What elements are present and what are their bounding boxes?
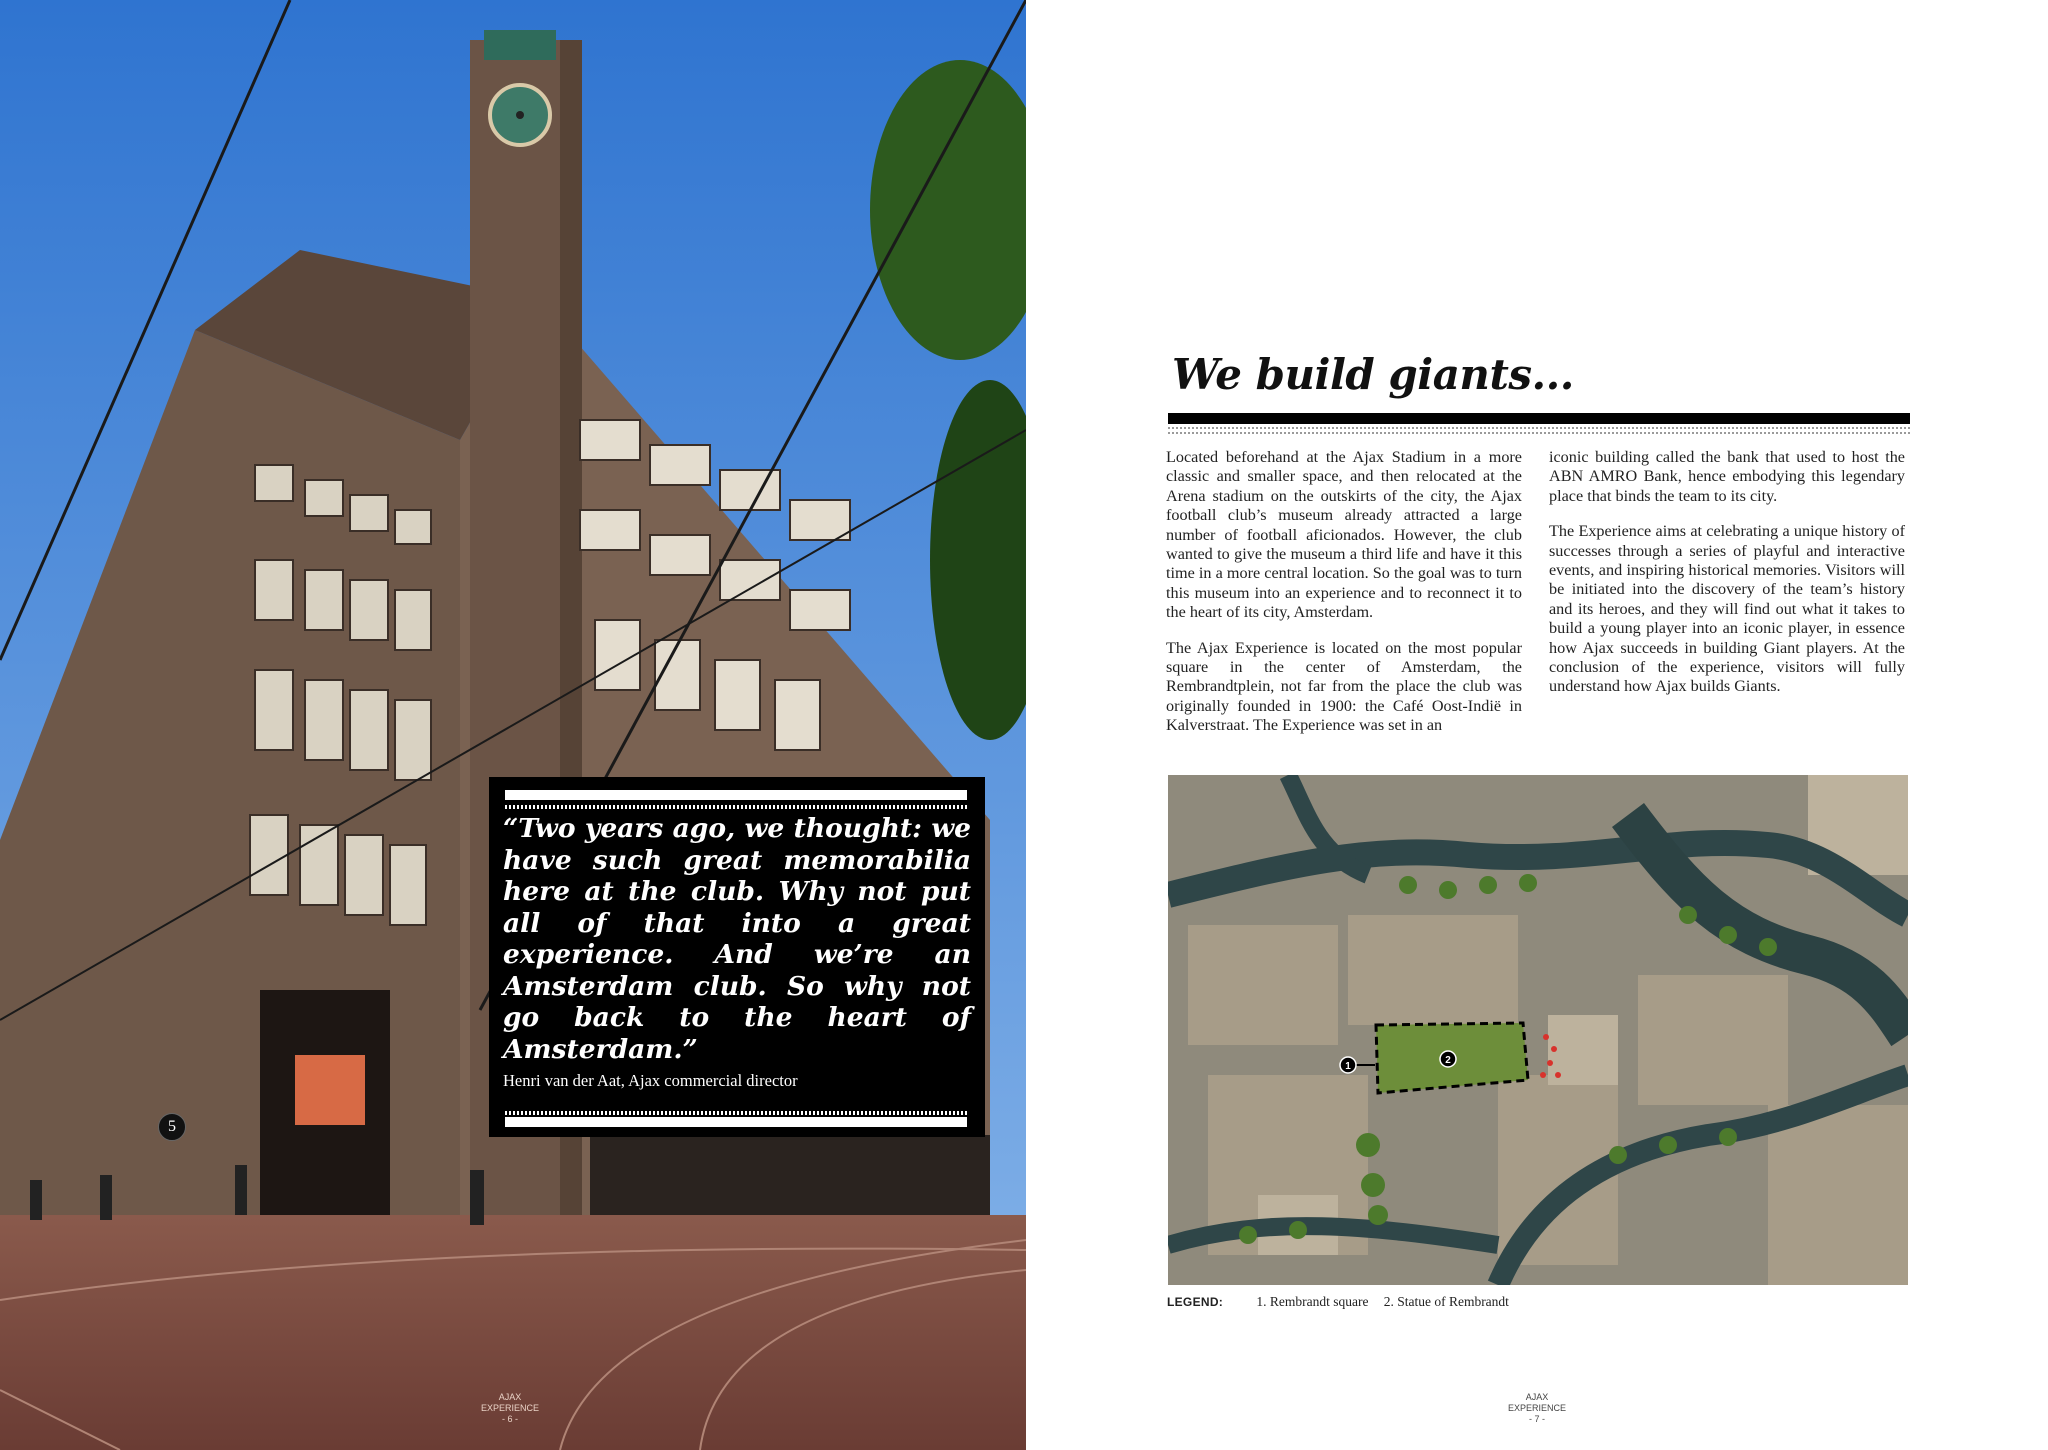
quote-top-rule <box>505 790 967 800</box>
page-number: - 6 - <box>501 1414 518 1424</box>
legend-item: 1. Rembrandt square <box>1256 1294 1369 1309</box>
article-heading: We build giants... <box>1172 350 1574 399</box>
quote-attribution: Henri van der Aat, Ajax commercial director <box>503 1071 798 1090</box>
heading-dotted-rule <box>1168 427 1910 435</box>
map-legend <box>1167 1294 1521 1310</box>
paragraph: The Experience aims at celebrating a unique history of successes through a series of playful and interactive events, and inspiring historical memories. Visitors will be initiated into the discovery of the team’s history and its heroes, and they will find out what it takes to build a young player into an iconic player, in essence how Ajax succeeds in building Giant players. At the conclusion of the experience, visitors will fully understand how Ajax builds Giants. <box>1549 522 1905 696</box>
legend-item: 2. Statue of Rembrandt <box>1383 1294 1509 1309</box>
location-marker-5: 5 <box>158 1113 186 1141</box>
quote-bottom-dotted-rule <box>505 1111 967 1115</box>
quote-top-dotted-rule <box>505 805 967 809</box>
map-marker-2-label: 2 <box>1445 1055 1451 1066</box>
quote-bottom-rule <box>505 1117 967 1127</box>
aerial-map <box>1168 775 1908 1285</box>
footer-title: AJAX EXPERIENCE <box>480 1392 540 1413</box>
right-page <box>1026 0 2048 1450</box>
paragraph: The Ajax Experience is located on the most popular square in the center of Amsterdam, the Rembrandtplein, not far from the place the club was originally founded in 1900: the Café Oost-Indië in Kalverstraat. The Experience was set in an <box>1166 638 1522 735</box>
text-column-2 <box>1549 448 1905 713</box>
pull-quote-box <box>489 777 985 1137</box>
page-number: - 7 - <box>1528 1414 1545 1424</box>
right-page-footer <box>1496 1392 1578 1425</box>
text-column-1 <box>1166 448 1522 752</box>
left-page-footer <box>470 1392 550 1425</box>
pull-quote-text: “Two years ago, we thought: we have such great memorabilia here at the club. Why not put all of that into a great experience. And we’re an Amsterdam club. So why not go back to the heart of Amsterdam.” <box>503 813 971 1065</box>
paragraph: iconic building called the bank that used to host the ABN AMRO Bank, hence embodying this legendary place that binds the team to its city. <box>1549 448 1905 505</box>
legend-label: LEGEND: <box>1167 1295 1224 1309</box>
footer-title: AJAX EXPERIENCE <box>1507 1392 1567 1413</box>
aerial-photo <box>1168 775 1908 1285</box>
paragraph: Located beforehand at the Ajax Stadium in a more classic and smaller space, and then relocated at the Arena stadium on the outskirts of the city, the Ajax football club’s museum already attracted a large number of football aficionados. However, the club wanted to give the museum a third life and have it this time in a more central location. So the goal was to turn this museum into an experience and to reconnect it to the heart of its city, Amsterdam. <box>1166 448 1522 622</box>
heading-rule <box>1168 413 1910 424</box>
map-marker-1-label: 1 <box>1345 1061 1351 1072</box>
